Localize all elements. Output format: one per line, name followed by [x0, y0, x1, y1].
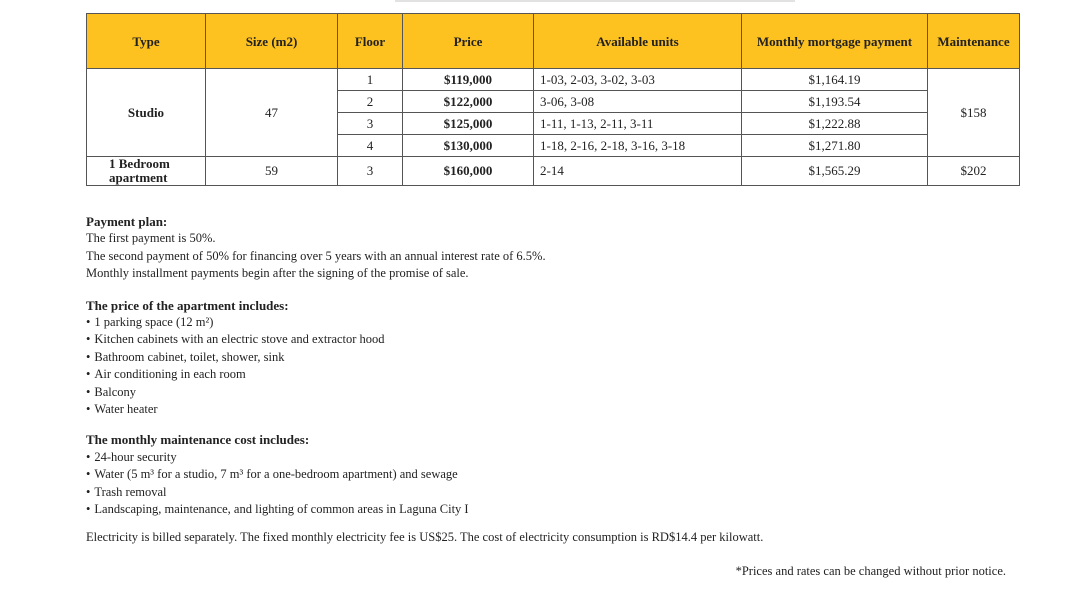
mortgage-cell: $1,164.19 — [742, 69, 928, 91]
mortgage-cell: $1,222.88 — [742, 113, 928, 135]
mortgage-cell: $1,271.80 — [742, 135, 928, 157]
one-bedroom-size-cell: 59 — [206, 157, 338, 186]
top-cropped-edge — [395, 0, 795, 2]
units-cell: 1-18, 2-16, 2-18, 3-16, 3-18 — [534, 135, 742, 157]
list-item: • Kitchen cabinets with an electric stove and extractor hood — [86, 331, 1046, 348]
floor-cell: 2 — [338, 91, 403, 113]
price-cell: $119,000 — [403, 69, 534, 91]
price-cell: $130,000 — [403, 135, 534, 157]
header-available-units: Available units — [534, 14, 742, 69]
units-cell: 1-11, 1-13, 2-11, 3-11 — [534, 113, 742, 135]
list-item: • Air conditioning in each room — [86, 366, 1046, 383]
units-cell: 3-06, 3-08 — [534, 91, 742, 113]
pricing-table — [86, 13, 1020, 186]
studio-size-cell: 47 — [206, 69, 338, 157]
header-size: Size (m2) — [206, 14, 338, 69]
floor-cell: 3 — [338, 113, 403, 135]
floor-cell: 4 — [338, 135, 403, 157]
payment-plan-line: The second payment of 50% for financing over 5 years with an annual interest rate of 6.5%. — [86, 248, 546, 263]
studio-type-cell: Studio — [87, 69, 206, 157]
notes-section — [86, 213, 1046, 546]
list-item: • Bathroom cabinet, toilet, shower, sink — [86, 349, 1046, 366]
price-change-footnote: *Prices and rates can be changed without prior notice. — [735, 564, 1006, 578]
list-item: • Landscaping, maintenance, and lighting of common areas in Laguna City I — [86, 501, 1046, 518]
maintenance-includes-title: The monthly maintenance cost includes: — [86, 432, 310, 448]
list-item: • Water (5 m³ for a studio, 7 m³ for a one-bedroom apartment) and sewage — [86, 466, 1046, 483]
electricity-note: Electricity is billed separately. The fixed monthly electricity fee is US$25. The cost of electricity consumption is RD$14.4 per kilowatt. — [86, 529, 764, 544]
mortgage-cell: $1,565.29 — [742, 157, 928, 186]
payment-plan-title: Payment plan: — [86, 214, 168, 229]
header-maintenance: Maintenance — [928, 14, 1020, 69]
table-row — [87, 157, 1020, 186]
units-cell: 2-14 — [534, 157, 742, 186]
floor-cell: 3 — [338, 157, 403, 186]
units-cell: 1-03, 2-03, 3-02, 3-03 — [534, 69, 742, 91]
list-item: • 1 parking space (12 m²) — [86, 314, 1046, 331]
payment-plan-line: The first payment is 50%. — [86, 231, 216, 246]
list-item: • Balcony — [86, 384, 1046, 401]
one-bedroom-maintenance-cell: $202 — [928, 157, 1020, 186]
table-header-row — [87, 14, 1020, 69]
one-bedroom-type-cell: 1 Bedroom apartment — [87, 157, 206, 186]
header-floor: Floor — [338, 14, 403, 69]
header-price: Price — [403, 14, 534, 69]
mortgage-cell: $1,193.54 — [742, 91, 928, 113]
studio-maintenance-cell: $158 — [928, 69, 1020, 157]
payment-plan-line: Monthly installment payments begin after the signing of the promise of sale. — [86, 266, 469, 281]
price-cell: $122,000 — [403, 91, 534, 113]
price-cell: $125,000 — [403, 113, 534, 135]
floor-cell: 1 — [338, 69, 403, 91]
header-type: Type — [87, 14, 206, 69]
header-monthly-mortgage: Monthly mortgage payment — [742, 14, 928, 69]
price-cell: $160,000 — [403, 157, 534, 186]
price-includes-title: The price of the apartment includes: — [86, 297, 289, 313]
table-row — [87, 69, 1020, 91]
list-item: • 24-hour security — [86, 449, 1046, 466]
list-item: • Water heater — [86, 401, 1046, 418]
list-item: • Trash removal — [86, 484, 1046, 501]
